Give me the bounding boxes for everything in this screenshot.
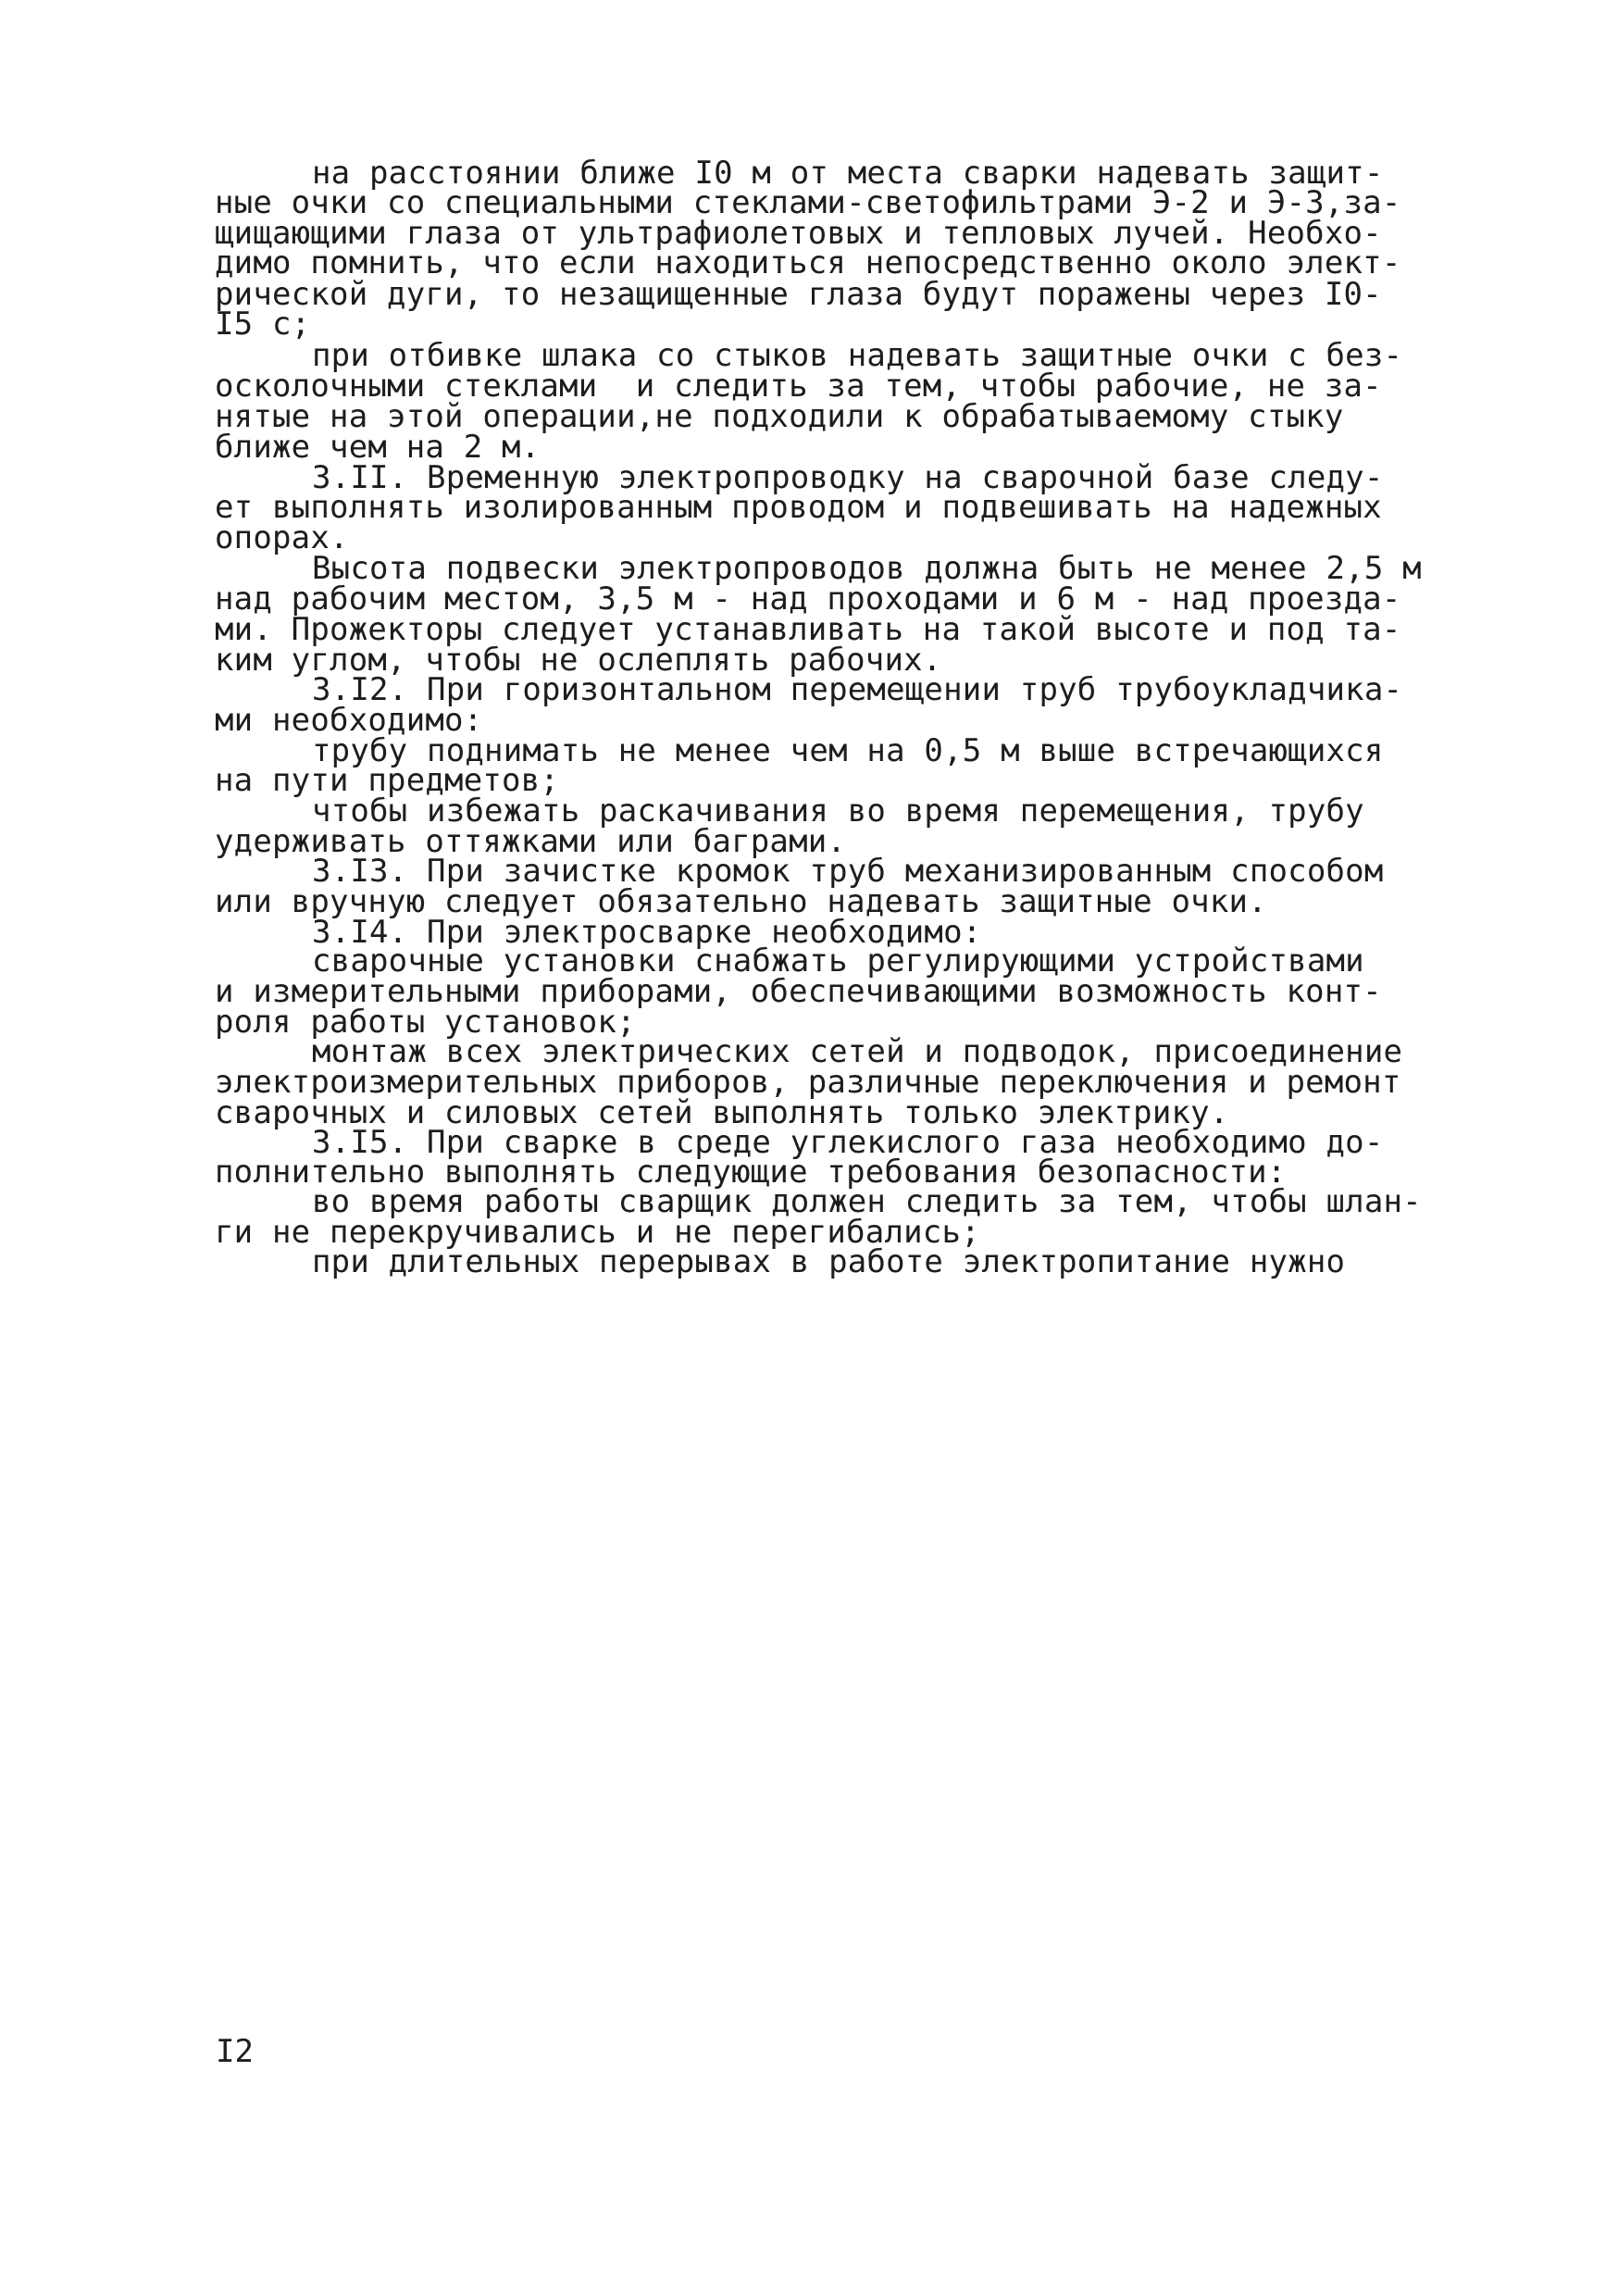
text-line: над рабочим местом, 3,5 м - над проходами и 6 м - над проезда- bbox=[215, 580, 1401, 618]
text-line: Высота подвески электропроводов должна быть не менее 2,5 м bbox=[312, 550, 1422, 587]
text-line: ближе чем на 2 м. bbox=[215, 429, 541, 466]
text-line: 3.I2. При горизонтальном перемещении труб трубоукладчика- bbox=[312, 671, 1403, 708]
text-line: ет выполнять изолированным проводом и подвешивать на надежных bbox=[215, 489, 1382, 526]
text-line: и измерительными приборами, обеспечивающими возможность конт- bbox=[215, 973, 1382, 1010]
text-line: сварочных и силовых сетей выполнять только электрику. bbox=[215, 1094, 1229, 1131]
text-line: при длительных перерывах в работе электропитание нужно bbox=[312, 1243, 1346, 1280]
text-line: 3.I4. При электросварке необходимо: bbox=[312, 914, 982, 951]
text-line: ги не перекручивались и не перегибались; bbox=[215, 1214, 980, 1251]
text-line: чтобы избежать раскачивания во время перемещения, трубу bbox=[312, 792, 1364, 830]
text-line: 3.I3. При зачистке кромок труб механизированным способом bbox=[312, 853, 1384, 890]
text-line: рической дуги, то незащищенные глаза будут поражены через I0- bbox=[215, 276, 1382, 313]
text-line: электроизмерительных приборов, различные переключения и ремонт bbox=[215, 1064, 1401, 1101]
text-line: во время работы сварщик должен следить за тем, чтобы шлан- bbox=[312, 1183, 1422, 1220]
text-line: 3.I5. При сварке в среде углекислого газа необходимо до- bbox=[312, 1124, 1384, 1161]
text-line: сварочные установки снабжать регулирующими устройствами bbox=[312, 942, 1364, 980]
text-line: на пути предметов; bbox=[215, 762, 560, 799]
text-line: щищающими глаза от ультрафиолетовых и тепловых лучей. Необхо- bbox=[215, 215, 1382, 252]
text-line: осколочными стеклами и следить за тем, чтобы рабочие, не за- bbox=[215, 368, 1382, 405]
text-line: ми необходимо: bbox=[215, 702, 483, 739]
text-line: димо помнить, что если находиться непосредственно около элект- bbox=[215, 244, 1401, 281]
text-line: монтаж всех электрических сетей и подводок, присоединение bbox=[312, 1033, 1403, 1070]
text-line: трубу поднимать не менее чем на 0,5 м выше встречающихся bbox=[312, 732, 1384, 769]
text-line: ми. Прожекторы следует устанавливать на такой высоте и под та- bbox=[215, 611, 1401, 648]
text-line: 3.II. Временную электропроводку на сварочной базе следу- bbox=[312, 459, 1384, 496]
text-line: роля работы установок; bbox=[215, 1004, 636, 1041]
text-line: при отбивке шлака со стыков надевать защитные очки с без- bbox=[312, 337, 1403, 374]
text-line: нятые на этой операции,не подходили к обрабатываемому стыку bbox=[215, 398, 1344, 435]
text-line: полнительно выполнять следующие требования безопасности: bbox=[215, 1154, 1287, 1191]
text-line: удерживать оттяжками или баграми. bbox=[215, 823, 847, 860]
text-line: I5 с; bbox=[215, 306, 311, 343]
page-number: I2 bbox=[216, 2033, 254, 2070]
text-line: на расстоянии ближе I0 м от места сварки надевать защит- bbox=[312, 155, 1384, 192]
text-line: или вручную следует обязательно надевать защитные очки. bbox=[215, 883, 1267, 920]
text-line: ные очки со специальными стеклами-светофильтрами Э-2 и Э-3,за- bbox=[215, 184, 1401, 221]
text-line: ким углом, чтобы не ослеплять рабочих. bbox=[215, 642, 942, 679]
text-line: опорах. bbox=[215, 519, 349, 556]
